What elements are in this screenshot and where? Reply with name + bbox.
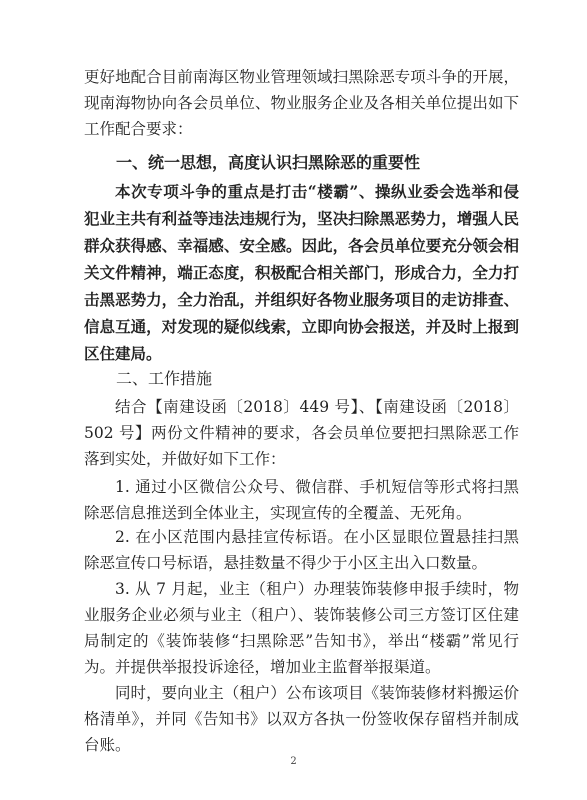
measure-item-1: 1. 通过小区微信公众号、微信群、手机短信等形式将扫黑除恶信息推送到全体业主，实现宣传的全覆盖、无死角。 [84,478,519,522]
page-number: 2 [290,756,297,767]
intro-paragraph: 更好地配合目前南海区物业管理领域扫黑除恶专项斗争的开展，现南海物协向各会员单位、物业服务企业及各相关单位提出如下工作配合要求： [84,68,519,138]
measure-item-3: 3. 从 7 月起，业主（租户）办理装饰装修申报手续时，物业服务企业必须与业主（租户）、装饰装修公司三方签订区住建局制定的《装饰装修“扫黑除恶”告知书》，举出“楼霸”常见行为。并提供举报投诉途径，增加业主监督举报渠道。 [84,580,519,676]
section-1-body: 本次专项斗争的重点是打击“楼霸”、操纵业委会选举和侵犯业主共有利益等违法违规行为，坚决扫除黑恶势力，增强人民群众获得感、幸福感、安全感。因此，各会员单位要充分领会相关文件精神，端正态度，积极配合相关部门，形成合力，全力打击黑恶势力，全力治乱，并组织好各物业服务项目的走访排查、信息互通，对发现的疑似线索，立即向协会报送，并及时上报到区住建局。 [84,182,519,363]
measure-item-2: 2. 在小区范围内悬挂宣传标语。在小区显眼位置悬挂扫黑除恶宣传口号标语，悬挂数量不得少于小区主出入口数量。 [84,528,519,572]
section-1-heading: 一、统一思想，高度认识扫黑除恶的重要性 [116,153,421,172]
section-2-heading: 二、工作措施 [116,369,213,388]
closing-paragraph: 同时，要向业主（租户）公布该项目《装饰装修材料搬运价格清单》，并同《告知书》以双方各执一份签收保存留档并制成台账。 [84,684,519,754]
section-2-intro: 结合【南建设函〔2018〕449 号】、【南建设函〔2018〕502 号】两份文件精神的要求，各会员单位要把扫黑除恶工作落到实处，并做好如下工作： [84,398,519,468]
